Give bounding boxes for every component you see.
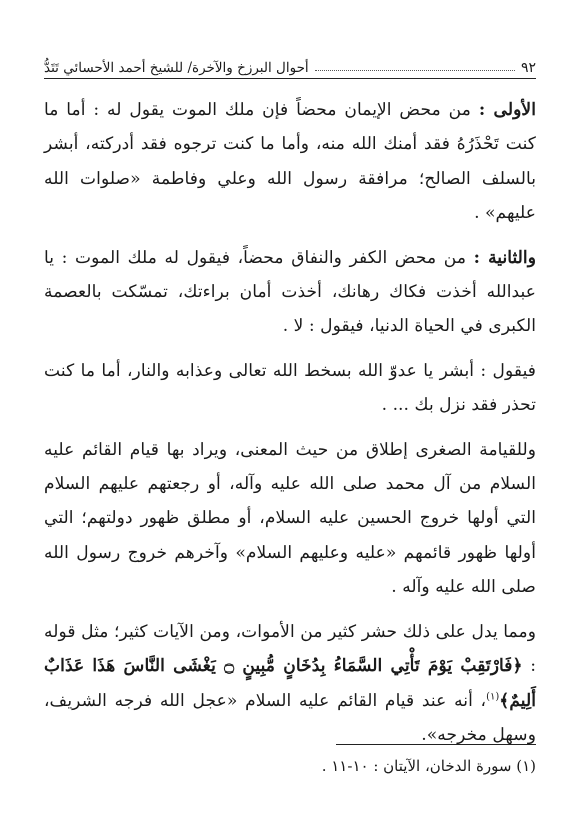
paragraph-text: من محض الإيمان محضاً فإن ملك الموت يقول له : أما ما كنت تَحْذَرُهُ فقد أمنك الله منه، وأما ما كنت ترجوه فقد أدركته، أبشر بالسلف الصالح؛ مرافقة رسول الله وعلي وفاطمة «صلوات الله عليهم» .: [44, 100, 536, 224]
quran-verse: ﴿فَارْتَقِبْ يَوْمَ تَأْتِي السَّمَاءُ بِدُخَانٍ مُّبِينٍ ۝ يَغْشَى النَّاسَ هَذَا عَذَابٌ أَلِيمٌ﴾: [44, 656, 536, 711]
paragraph-fourth: [44, 433, 536, 605]
paragraph-lead: الأولى :: [478, 100, 536, 120]
paragraph-text: وللقيامة الصغرى إطلاق من حيث المعنى، ويراد بها قيام القائم عليه السلام من آل محمد صلى الله عليه وآله، أو رجعتهم عليهم السلام التي أولها خروج الحسين عليه السلام، أو مطلق ظهور دولتهم؛ التي أولها ظهور قائمهم «عليه وعليهم السلام» وآخرهم خروج رسول الله صلى الله عليه وآله .: [44, 439, 536, 598]
paragraph-first: [44, 93, 536, 231]
paragraph-text: فيقول : أبشر يا عدوّ الله بسخط الله تعالى وعذابه والنار، أما ما كنت تحذر فقد نزل بك ... .: [44, 360, 536, 416]
footnote-text: (١) سورة الدخان، الآيتان : ١٠-١١ .: [321, 757, 536, 775]
paragraph-text: من محض الكفر والنفاق محضاً، فيقول له ملك الموت : يا عبدالله أخذت فكاك رهانك، أخذت أمان براءتك، تمسّكت بالعصمة الكبرى في الحياة الدنيا، فيقول : لا .: [44, 247, 536, 337]
footnote-reference[interactable]: (١): [486, 690, 500, 702]
book-page: [44, 54, 536, 824]
main-text: [44, 93, 536, 752]
paragraph-text-before: ومما يدل على ذلك حشر كثير من الأموات، ومن الآيات كثير؛ مثل قوله :: [44, 621, 536, 677]
running-title: أحوال البرزخ والآخرة/ للشيخ أحمد الأحسائي تَتَدُّ: [44, 60, 309, 76]
paragraph-third: [44, 354, 536, 423]
paragraph-second: [44, 241, 536, 344]
footnotes: [44, 744, 536, 777]
running-header: [44, 54, 536, 79]
paragraph-lead: والثانية :: [473, 247, 536, 268]
page-number: ٩٢: [520, 60, 536, 76]
header-dotted-leader: [315, 70, 515, 71]
footnote-divider: [336, 744, 536, 745]
paragraph-text-after: ، أنه عند قيام القائم عليه السلام «عجل الله فرجه الشريف، وسهل مخرجه».: [44, 690, 536, 745]
paragraph-fifth: [44, 615, 536, 753]
